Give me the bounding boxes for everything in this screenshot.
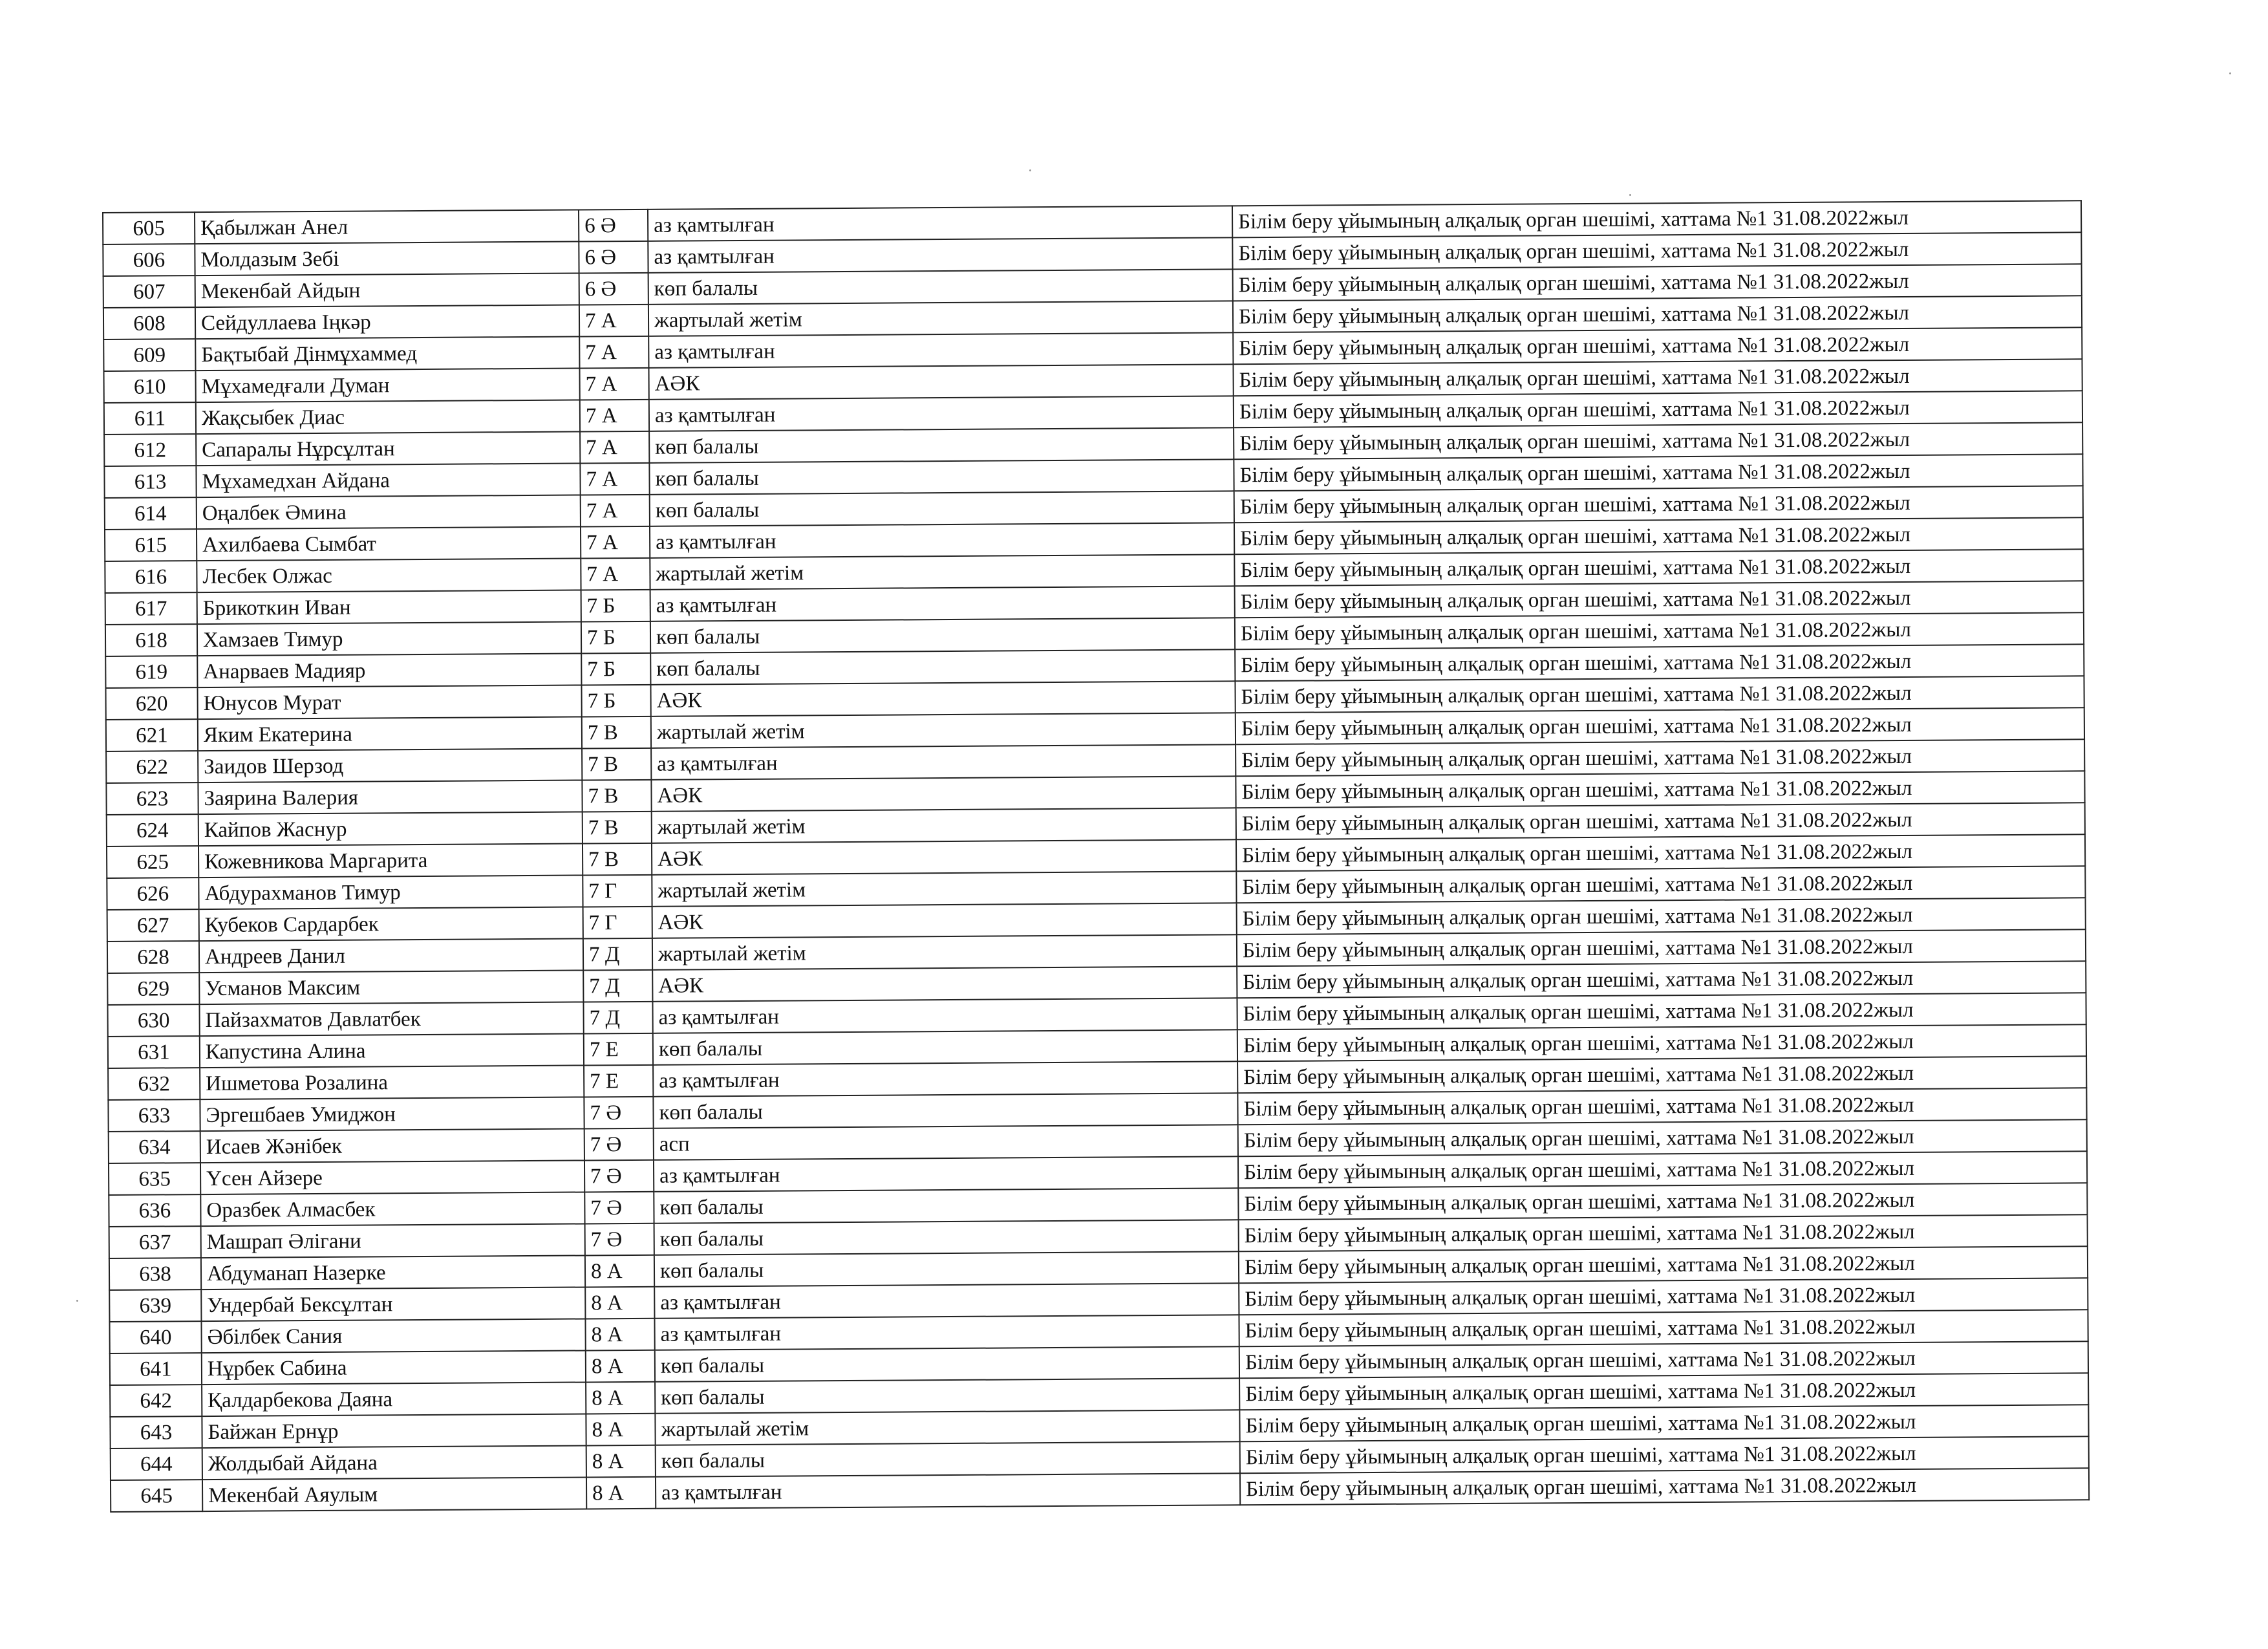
basis-cell: Білім беру ұйымының алқалық орган шешімі, хаттама №1 31.08.2022жыл bbox=[1237, 993, 2086, 1029]
student-name-cell: Юнусов Мурат bbox=[197, 685, 581, 719]
class-cell: 6 Ә bbox=[579, 241, 648, 274]
status-cell: аз қамтылған bbox=[654, 1315, 1239, 1350]
basis-cell: Білім беру ұйымының алқалық орган шешімі, хаттама №1 31.08.2022жыл bbox=[1234, 422, 2082, 459]
basis-cell: Білім беру ұйымының алқалық орган шешімі, хаттама №1 31.08.2022жыл bbox=[1239, 1278, 2088, 1315]
basis-cell: Білім беру ұйымының алқалық орган шешімі, хаттама №1 31.08.2022жыл bbox=[1234, 549, 2083, 586]
student-name-cell: Заидов Шерзод bbox=[198, 748, 582, 782]
status-cell: жартылай жетім bbox=[655, 1410, 1239, 1445]
basis-cell: Білім беру ұйымының алқалық орган шешімі, хаттама №1 31.08.2022жыл bbox=[1235, 581, 2084, 618]
row-number-cell: 633 bbox=[108, 1099, 200, 1132]
row-number-cell: 621 bbox=[106, 719, 198, 751]
status-cell: аз қамтылған bbox=[650, 586, 1235, 621]
student-name-cell: Заярина Валерия bbox=[198, 780, 582, 814]
basis-cell: Білім беру ұйымының алқалық орган шешімі, хаттама №1 31.08.2022жыл bbox=[1239, 1341, 2088, 1378]
class-cell: 8 А bbox=[586, 1445, 656, 1478]
records-table bbox=[102, 200, 2090, 1513]
student-name-cell: Капустина Алина bbox=[200, 1033, 584, 1068]
class-cell: 8 А bbox=[586, 1350, 655, 1383]
row-number-cell: 619 bbox=[105, 656, 197, 688]
basis-cell: Білім беру ұйымының алқалық орган шешімі, хаттама №1 31.08.2022жыл bbox=[1238, 1151, 2087, 1188]
row-number-cell: 615 bbox=[105, 529, 197, 561]
student-name-cell: Нұрбек Сабина bbox=[202, 1350, 586, 1385]
status-cell: көп балалы bbox=[650, 491, 1234, 526]
row-number-cell: 632 bbox=[108, 1068, 200, 1100]
status-cell: көп балалы bbox=[649, 427, 1234, 463]
basis-cell: Білім беру ұйымының алқалық орган шешімі, хаттама №1 31.08.2022жыл bbox=[1236, 803, 2085, 839]
basis-cell: Білім беру ұйымының алқалық орган шешімі, хаттама №1 31.08.2022жыл bbox=[1237, 1056, 2086, 1093]
row-number-cell: 644 bbox=[111, 1448, 202, 1480]
student-name-cell: Молдазым Зебі bbox=[195, 241, 579, 275]
status-cell: көп балалы bbox=[656, 1441, 1240, 1477]
row-number-cell: 628 bbox=[107, 941, 199, 973]
student-name-cell: Мұхамедғали Думан bbox=[196, 368, 580, 402]
student-name-cell: Усманов Максим bbox=[199, 970, 583, 1004]
class-cell: 7 В bbox=[583, 843, 652, 876]
basis-cell: Білім беру ұйымының алқалық орган шешімі, хаттама №1 31.08.2022жыл bbox=[1234, 517, 2083, 554]
basis-cell: Білім беру ұйымының алқалық орган шешімі, хаттама №1 31.08.2022жыл bbox=[1238, 1119, 2087, 1156]
basis-cell: Білім беру ұйымының алқалық орган шешімі, хаттама №1 31.08.2022жыл bbox=[1239, 1373, 2088, 1410]
class-cell: 7 Д bbox=[583, 938, 652, 971]
student-name-cell: Ишметова Розалина bbox=[200, 1065, 584, 1099]
row-number-cell: 617 bbox=[105, 592, 197, 625]
status-cell: аз қамтылған bbox=[652, 998, 1237, 1033]
class-cell: 7 А bbox=[581, 526, 650, 559]
class-cell: 8 А bbox=[585, 1255, 654, 1288]
student-name-cell: Кайпов Жаснур bbox=[198, 812, 583, 846]
row-number-cell: 638 bbox=[109, 1258, 201, 1290]
row-number-cell: 645 bbox=[111, 1480, 202, 1512]
class-cell: 8 А bbox=[586, 1382, 655, 1414]
basis-cell: Білім беру ұйымының алқалық орган шешімі, хаттама №1 31.08.2022жыл bbox=[1232, 232, 2081, 269]
class-cell: 8 А bbox=[585, 1287, 654, 1319]
basis-cell: Білім беру ұйымының алқалық орган шешімі, хаттама №1 31.08.2022жыл bbox=[1236, 739, 2084, 776]
basis-cell: Білім беру ұйымының алқалық орган шешімі, хаттама №1 31.08.2022жыл bbox=[1236, 707, 2084, 744]
basis-cell: Білім беру ұйымының алқалық орган шешімі, хаттама №1 31.08.2022жыл bbox=[1233, 359, 2082, 396]
basis-cell: Білім беру ұйымының алқалық орган шешімі, хаттама №1 31.08.2022жыл bbox=[1236, 866, 2085, 903]
row-number-cell: 620 bbox=[105, 687, 197, 720]
status-cell: көп балалы bbox=[654, 1188, 1238, 1223]
basis-cell: Білім беру ұйымының алқалық орган шешімі, хаттама №1 31.08.2022жыл bbox=[1234, 486, 2083, 523]
class-cell: 7 Б bbox=[581, 590, 650, 622]
student-name-cell: Оңалбек Әмина bbox=[197, 495, 581, 529]
row-number-cell: 639 bbox=[109, 1289, 201, 1322]
row-number-cell: 643 bbox=[110, 1416, 202, 1449]
student-name-cell: Сейдуллаева Іңкәр bbox=[195, 305, 579, 339]
class-cell: 7 В bbox=[582, 717, 651, 749]
student-name-cell: Ахилбаева Сымбат bbox=[197, 526, 581, 561]
basis-cell: Білім беру ұйымының алқалық орган шешімі, хаттама №1 31.08.2022жыл bbox=[1239, 1310, 2088, 1346]
status-cell: АӘК bbox=[652, 839, 1236, 875]
student-name-cell: Исаев Жәнібек bbox=[200, 1128, 584, 1163]
class-cell: 7 А bbox=[579, 336, 648, 369]
student-name-cell: Қалдарбекова Даяна bbox=[202, 1382, 586, 1416]
class-cell: 7 Е bbox=[584, 1033, 653, 1066]
student-name-cell: Оразбек Алмасбек bbox=[200, 1192, 584, 1226]
status-cell: аз қамтылған bbox=[654, 1283, 1239, 1319]
basis-cell: Білім беру ұйымының алқалық орган шешімі, хаттама №1 31.08.2022жыл bbox=[1237, 929, 2086, 966]
student-name-cell: Машрап Әлігани bbox=[201, 1223, 585, 1258]
status-cell: жартылай жетім bbox=[652, 934, 1237, 970]
row-number-cell: 611 bbox=[104, 402, 196, 435]
row-number-cell: 606 bbox=[103, 244, 195, 276]
row-number-cell: 616 bbox=[105, 561, 197, 593]
status-cell: көп балалы bbox=[654, 1220, 1239, 1255]
class-cell: 7 А bbox=[580, 400, 649, 432]
student-name-cell: Лесбек Олжас bbox=[197, 558, 581, 592]
basis-cell: Білім беру ұйымының алқалық орган шешімі, хаттама №1 31.08.2022жыл bbox=[1237, 961, 2086, 998]
basis-cell: Білім беру ұйымының алқалық орган шешімі, хаттама №1 31.08.2022жыл bbox=[1235, 676, 2084, 713]
status-cell: көп балалы bbox=[649, 459, 1234, 495]
row-number-cell: 631 bbox=[108, 1036, 200, 1068]
basis-cell: Білім беру ұйымының алқалық орган шешімі, хаттама №1 31.08.2022жыл bbox=[1235, 612, 2084, 649]
status-cell: аз қамтылған bbox=[656, 1473, 1240, 1509]
basis-cell: Білім беру ұйымының алқалық орган шешімі, хаттама №1 31.08.2022жыл bbox=[1239, 1214, 2088, 1251]
status-cell: аз қамтылған bbox=[649, 396, 1234, 431]
class-cell: 7 В bbox=[582, 780, 651, 812]
row-number-cell: 618 bbox=[105, 624, 197, 656]
status-cell: көп балалы bbox=[650, 649, 1235, 685]
basis-cell: Білім беру ұйымының алқалық орган шешімі, хаттама №1 31.08.2022жыл bbox=[1240, 1468, 2089, 1505]
row-number-cell: 636 bbox=[109, 1194, 200, 1227]
student-name-cell: Қабылжан Анел bbox=[195, 210, 579, 244]
class-cell: 7 Ә bbox=[584, 1097, 653, 1129]
status-cell: жартылай жетім bbox=[652, 871, 1236, 907]
row-number-cell: 605 bbox=[103, 212, 195, 244]
student-name-cell: Бақтыбай Дінмұхаммед bbox=[195, 336, 579, 371]
status-cell: көп балалы bbox=[648, 269, 1233, 305]
status-cell: аз қамтылған bbox=[654, 1156, 1238, 1192]
basis-cell: Білім беру ұйымының алқалық орган шешімі, хаттама №1 31.08.2022жыл bbox=[1239, 1405, 2088, 1441]
class-cell: 7 А bbox=[580, 431, 649, 464]
row-number-cell: 630 bbox=[107, 1004, 199, 1037]
status-cell: көп балалы bbox=[650, 618, 1235, 653]
student-name-cell: Абдуманап Назерке bbox=[201, 1255, 585, 1289]
row-number-cell: 626 bbox=[107, 878, 198, 910]
class-cell: 7 Б bbox=[581, 653, 650, 685]
class-cell: 7 Г bbox=[583, 875, 652, 907]
row-number-cell: 634 bbox=[109, 1131, 200, 1163]
basis-cell: Білім беру ұйымының алқалық орган шешімі, хаттама №1 31.08.2022жыл bbox=[1233, 296, 2082, 332]
student-name-cell: Яким Екатерина bbox=[198, 717, 582, 751]
student-name-cell: Эргешбаев Умиджон bbox=[200, 1097, 584, 1131]
status-cell: аз қамтылған bbox=[648, 206, 1232, 241]
status-cell: жартылай жетім bbox=[648, 301, 1233, 336]
row-number-cell: 640 bbox=[109, 1321, 201, 1353]
student-name-cell: Хамзаев Тимур bbox=[197, 621, 581, 656]
row-number-cell: 623 bbox=[106, 782, 198, 815]
student-name-cell: Ундербай Бексұлтан bbox=[201, 1287, 585, 1321]
row-number-cell: 614 bbox=[105, 497, 197, 530]
scan-speck bbox=[1629, 194, 1631, 196]
row-number-cell: 635 bbox=[109, 1163, 200, 1195]
row-number-cell: 637 bbox=[109, 1226, 201, 1258]
class-cell: 7 А bbox=[580, 463, 649, 495]
class-cell: 7 А bbox=[579, 368, 648, 400]
student-name-cell: Андреев Данил bbox=[199, 938, 583, 973]
basis-cell: Білім беру ұйымының алқалық орган шешімі, хаттама №1 31.08.2022жыл bbox=[1236, 834, 2085, 871]
scan-speck bbox=[1029, 169, 1031, 171]
row-number-cell: 625 bbox=[107, 846, 198, 878]
status-cell: АӘК bbox=[651, 776, 1236, 812]
status-cell: аз қамтылған bbox=[650, 523, 1234, 558]
basis-cell: Білім беру ұйымының алқалық орган шешімі, хаттама №1 31.08.2022жыл bbox=[1237, 1024, 2086, 1061]
student-name-cell: Абдурахманов Тимур bbox=[198, 875, 583, 909]
class-cell: 8 А bbox=[586, 1477, 656, 1509]
status-cell: асп bbox=[654, 1125, 1238, 1160]
class-cell: 7 Ә bbox=[584, 1160, 654, 1192]
class-cell: 7 Б bbox=[581, 685, 650, 717]
status-cell: жартылай жетім bbox=[652, 808, 1236, 843]
student-name-cell: Сапаралы Нұрсұлтан bbox=[196, 431, 580, 466]
row-number-cell: 624 bbox=[107, 814, 198, 846]
row-number-cell: 641 bbox=[110, 1353, 202, 1385]
class-cell: 8 А bbox=[586, 1414, 655, 1446]
status-cell: АӘК bbox=[652, 966, 1237, 1002]
status-cell: АӘК bbox=[652, 903, 1237, 938]
basis-cell: Білім беру ұйымының алқалық орган шешімі, хаттама №1 31.08.2022жыл bbox=[1238, 1183, 2087, 1220]
student-name-cell: Пайзахматов Давлатбек bbox=[199, 1002, 583, 1036]
basis-cell: Білім беру ұйымының алқалық орган шешімі, хаттама №1 31.08.2022жыл bbox=[1239, 1246, 2088, 1283]
row-number-cell: 629 bbox=[107, 973, 199, 1005]
student-name-cell: Үсен Айзере bbox=[200, 1160, 584, 1194]
class-cell: 7 Б bbox=[581, 621, 650, 654]
class-cell: 7 Д bbox=[583, 1002, 652, 1034]
student-name-cell: Байжан Ернұр bbox=[202, 1414, 586, 1448]
class-cell: 7 Г bbox=[583, 907, 652, 939]
row-number-cell: 613 bbox=[104, 466, 196, 498]
student-name-cell: Жолдыбай Айдана bbox=[202, 1445, 586, 1480]
class-cell: 6 Ә bbox=[579, 210, 648, 242]
row-number-cell: 610 bbox=[104, 371, 196, 403]
basis-cell: Білім беру ұйымының алқалық орган шешімі, хаттама №1 31.08.2022жыл bbox=[1240, 1436, 2089, 1473]
class-cell: 7 Д bbox=[583, 970, 652, 1002]
basis-cell: Білім беру ұйымының алқалық орган шешімі, хаттама №1 31.08.2022жыл bbox=[1234, 454, 2082, 491]
status-cell: аз қамтылған bbox=[648, 237, 1232, 273]
basis-cell: Білім беру ұйымының алқалық орган шешімі, хаттама №1 31.08.2022жыл bbox=[1237, 1088, 2086, 1125]
status-cell: аз қамтылған bbox=[653, 1061, 1237, 1097]
row-number-cell: 642 bbox=[110, 1385, 202, 1417]
class-cell: 7 Ә bbox=[584, 1192, 654, 1224]
status-cell: көп балалы bbox=[653, 1029, 1237, 1065]
basis-cell: Білім беру ұйымының алқалық орган шешімі, хаттама №1 31.08.2022жыл bbox=[1234, 391, 2082, 427]
status-cell: көп балалы bbox=[655, 1346, 1239, 1382]
row-number-cell: 609 bbox=[103, 339, 195, 371]
row-number-cell: 608 bbox=[103, 307, 195, 339]
basis-cell: Білім беру ұйымының алқалық орган шешімі, хаттама №1 31.08.2022жыл bbox=[1237, 898, 2086, 934]
student-name-cell: Анарваев Мадияр bbox=[197, 653, 581, 687]
class-cell: 8 А bbox=[585, 1319, 654, 1351]
basis-cell: Білім беру ұйымының алқалық орган шешімі, хаттама №1 31.08.2022жыл bbox=[1233, 327, 2082, 364]
status-cell: жартылай жетім bbox=[651, 713, 1236, 748]
class-cell: 6 Ә bbox=[579, 273, 648, 305]
status-cell: жартылай жетім bbox=[650, 554, 1234, 590]
student-name-cell: Кожевникова Маргарита bbox=[198, 843, 583, 878]
student-name-cell: Кубеков Сардарбек bbox=[199, 907, 583, 941]
class-cell: 7 В bbox=[582, 748, 651, 781]
student-name-cell: Әбілбек Сания bbox=[201, 1319, 585, 1353]
class-cell: 7 Е bbox=[584, 1065, 653, 1097]
row-number-cell: 612 bbox=[104, 434, 196, 466]
basis-cell: Білім беру ұйымының алқалық орган шешімі, хаттама №1 31.08.2022жыл bbox=[1233, 264, 2082, 301]
status-cell: АӘК bbox=[648, 364, 1233, 400]
basis-cell: Білім беру ұйымының алқалық орган шешімі, хаттама №1 31.08.2022жыл bbox=[1236, 771, 2084, 808]
records-table-body bbox=[103, 200, 2089, 1512]
status-cell: аз қамтылған bbox=[648, 332, 1233, 368]
records-table-wrapper bbox=[102, 200, 2088, 1513]
basis-cell: Білім беру ұйымының алқалық орган шешімі, хаттама №1 31.08.2022жыл bbox=[1235, 644, 2084, 681]
status-cell: көп балалы bbox=[654, 1251, 1239, 1287]
scan-speck bbox=[2229, 72, 2231, 74]
status-cell: аз қамтылған bbox=[651, 744, 1236, 780]
class-cell: 7 Ә bbox=[584, 1128, 654, 1161]
student-name-cell: Брикоткин Иван bbox=[197, 590, 581, 624]
class-cell: 7 В bbox=[583, 812, 652, 844]
row-number-cell: 627 bbox=[107, 909, 199, 942]
row-number-cell: 622 bbox=[106, 751, 198, 783]
class-cell: 7 А bbox=[581, 495, 650, 527]
student-name-cell: Мекенбай Аяулым bbox=[202, 1477, 586, 1511]
student-name-cell: Мекенбай Айдын bbox=[195, 273, 579, 307]
row-number-cell: 607 bbox=[103, 275, 195, 308]
class-cell: 7 А bbox=[579, 305, 648, 337]
class-cell: 7 А bbox=[581, 558, 650, 590]
status-cell: көп балалы bbox=[655, 1378, 1239, 1414]
scan-speck bbox=[76, 1300, 78, 1302]
status-cell: АӘК bbox=[650, 681, 1235, 717]
basis-cell: Білім беру ұйымының алқалық орган шешімі, хаттама №1 31.08.2022жыл bbox=[1232, 200, 2081, 237]
student-name-cell: Жақсыбек Диас bbox=[196, 400, 580, 434]
student-name-cell: Мұхамедхан Айдана bbox=[196, 463, 580, 497]
status-cell: көп балалы bbox=[653, 1093, 1237, 1128]
class-cell: 7 Ә bbox=[585, 1223, 654, 1256]
